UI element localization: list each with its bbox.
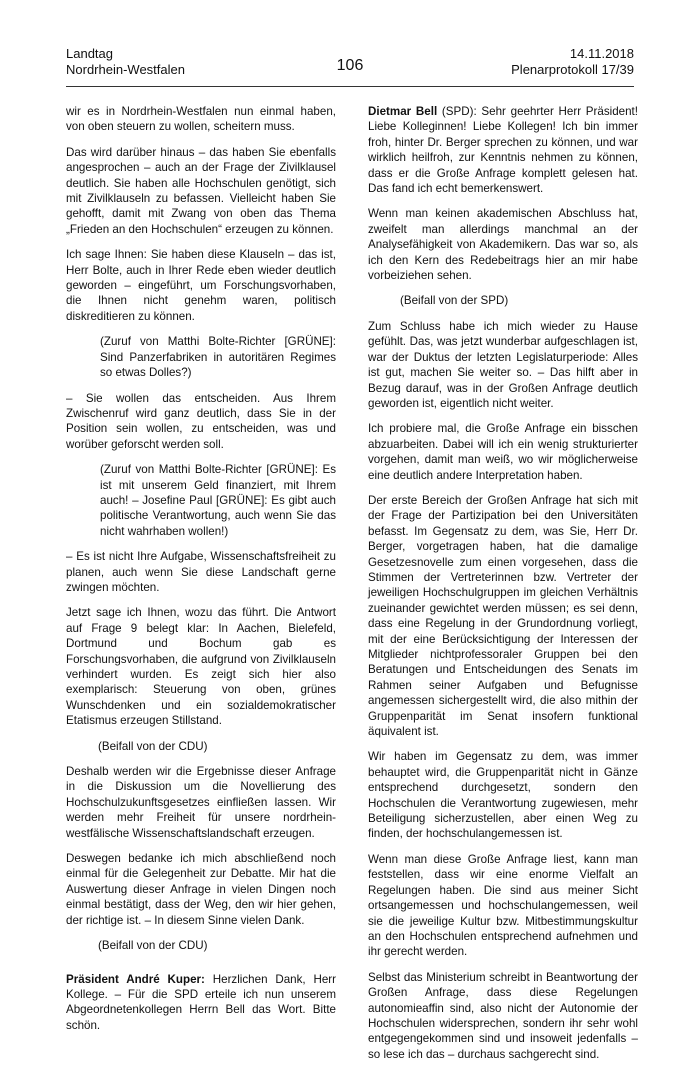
applause-note: (Beifall von der CDU) <box>98 939 208 953</box>
paragraph: Selbst das Ministerium schreibt in Beantwortung der Großen Anfrage, dass diese Regelungen autonomieaffin sind, also nicht der Autonomie der Hochschulen widersprechen, sondern ihr sehr wohl entgegengekommen sind und insoweit jedenfalls – so lese ich das – durchaus sachgerecht sind. <box>368 970 638 1061</box>
paragraph: Der erste Bereich der Großen Anfrage hat sich mit der Frage der Partizipation bei den Universitäten befasst. Im Gegensatz zu dem, was Sie, Herr Dr. Berger, vorgetragen haben, hat die damalige Gesetzesnovelle zum einen vorgesehen, dass die Stimmen der Vertreterinnen bzw. Vertreter der jeweiligen Hochschulgruppen im gleichen Verhältnis zueinander gewichtet werden müssen; es sei denn, dass eine Regelung in der Grundordnung vorliegt, mit der eine Berücksichtigung der Interessen der Mitglieder nichtprofessoraler Gruppen bei den Beratungen und Entscheidungen des Senats im Rahmen seiner Aufgaben und Befugnisse angemessen sichergestellt wird, die also mithin der Gruppenparität im Senat insofern funktional äquivalent ist. <box>368 493 638 739</box>
parliament-name: Landtag <box>66 46 113 61</box>
paragraph: Wenn man keinen akademischen Abschluss hat, zweifelt man allerdings manchmal an der Analysefähigkeit von Akademikern. Das war so, als ich den Kern des Redebeitrags hier an mir habe vorbeiziehen sehen. <box>368 207 638 283</box>
page-header <box>66 46 634 82</box>
paragraph: Ich sage Ihnen: Sie haben diese Klauseln – das ist, Herr Bolte, auch in Ihrer Rede eben wieder deutlich geworden – eingeführt, um Forschungsvorhaben, die Ihnen nicht genehm waren, politisch diskreditieren zu können. <box>66 248 336 323</box>
president-text: Herzlichen Dank, Herr Kollege. – Für die SPD erteile ich nun unserem Abgeordnetenkollegen Herrn Bell das Wort. Bitte schön. <box>66 972 337 1032</box>
applause-note: (Beifall von der CDU) <box>98 739 208 753</box>
paragraph: Das wird darüber hinaus – das haben Sie ebenfalls angesprochen – auch an der Frage der Zivilklausel deutlich. Sie haben alle Hochschulen genötigt, sich mit Zivilklauseln zu befassen. Vielleicht haben Sie gehofft, damit mit Zwang von oben das Thema „Frieden an den Hochschulen“ erzeugen zu können. <box>66 145 336 236</box>
president-name: Präsident André Kuper: <box>66 972 205 986</box>
speaker-text: (SPD): Sehr geehrter Herr Präsident! Liebe Kolleginnen! Liebe Kollegen! Ich bin immer froh, hinter Dr. Berger sprechen zu können, und war wirklich heilfroh, zur Kenntnis nehmen zu können, dass er die Große Anfrage komplett gelesen hat. Das fand ich echt bemerkenswert. <box>368 105 638 196</box>
speaker-name: Dietmar Bell <box>368 105 438 118</box>
parliament-state: Nordrhein-Westfalen <box>66 62 185 77</box>
president-statement <box>66 972 336 1034</box>
session-date: 14.11.2018 <box>569 46 634 61</box>
interjection: (Zuruf von Matthi Bolte-Richter [GRÜNE]: Es ist mit unserem Geld finanziert, mit Ihrem auch! – Josefine Paul [GRÜNE]: Es gibt auch politische Verantwortung, auch wenn Sie das nicht wahrhaben wollen!) <box>100 463 336 538</box>
left-column <box>66 104 336 1043</box>
right-column <box>368 104 638 1072</box>
paragraph: Ich probiere mal, die Große Anfrage ein bisschen abzuarbeiten. Dabei will ich ein wenig strukturierter vorgehen, damit man weiß, wo wir möglicherweise eine deutlich andere Interpretation haben. <box>368 422 638 482</box>
paragraph: Deswegen bedanke ich mich abschließend noch einmal für die Gelegenheit zur Debatte. Mir hat die Auswertung dieser Anfrage in vielen Dingen noch einmal bestätigt, dass der Weg, den wir hier gehen, der richtige ist. – In diesem Sinne vielen Dank. <box>66 852 336 927</box>
header-right <box>511 46 634 78</box>
paragraph: – Es ist nicht Ihre Aufgabe, Wissenschaftsfreiheit zu planen, auch wenn Sie diese Landschaft gerne zwingen möchten. <box>66 550 336 594</box>
speaker-intro <box>368 104 638 196</box>
paragraph: wir es in Nordrhein-Westfalen nun einmal haben, von oben steuern zu wollen, scheitern muss. <box>66 105 336 134</box>
paragraph: Zum Schluss habe ich mich wieder zu Hause gefühlt. Das, was jetzt wunderbar aufgeschlagen ist, war der Duktus der letzten Legislaturperiode: Alles ist gut, machen Sie weiter so. – Das hilft aber in Bezug darauf, was in der Großen Anfrage deutlich geworden ist, eigentlich nicht weiter. <box>368 319 638 410</box>
paragraph: Wenn man diese Große Anfrage liest, kann man feststellen, dass wir eine enorme Vielfalt an Regelungen haben. Die sind aus meiner Sicht ortsangemessen und hochschulangemessen, weil sie die jeweilige Kultur bzw. Mitbestimmungskultur an den Hochschulen entsprechend aufnehmen und ihr gerecht werden. <box>368 852 638 959</box>
page-number: 106 <box>336 57 364 74</box>
protocol-number: Plenarprotokoll 17/39 <box>511 62 634 77</box>
paragraph: Deshalb werden wir die Ergebnisse dieser Anfrage in die Diskussion um die Novellierung des Hochschulzukunftsgesetzes einfließen lassen. Wir werden mehr Freiheit für unsere nordrhein-westfälische Wissenschaftslandschaft erzeugen. <box>66 765 336 840</box>
paragraph: – Sie wollen das entscheiden. Aus Ihrem Zwischenruf wird ganz deutlich, dass Sie in der Position sein wollen, zu entscheiden, was und worüber geforscht werden soll. <box>66 391 336 451</box>
paragraph: Jetzt sage ich Ihnen, wozu das führt. Die Antwort auf Frage 9 belegt klar: In Aachen, Bielefeld, Dortmund und Bochum gab es Forschungsvorhaben, die aufgrund von Zivilklauseln verhindert wurden. Es zeigt sich hier also exemplarisch: Steuerung von oben, grünes Wunschdenken und ein sozialdemokratischer Etatismus erzeugen Stillstand. <box>66 606 336 728</box>
header-divider <box>66 86 634 87</box>
interjection: (Zuruf von Matthi Bolte-Richter [GRÜNE]: Sind Panzerfabriken in autoritären Regimes so etwas Dolles?) <box>100 335 336 380</box>
applause-note: (Beifall von der SPD) <box>400 294 509 308</box>
paragraph: Wir haben im Gegensatz zu dem, was immer behauptet wird, die Gruppenparität nicht in Gänze entsprechend durchgesetzt, sondern den Hochschulen die Verantwortung zugewiesen, mehr Beteiligung sicherzustellen, aber einen Weg zu finden, der hochschulangemessen ist. <box>368 750 638 841</box>
